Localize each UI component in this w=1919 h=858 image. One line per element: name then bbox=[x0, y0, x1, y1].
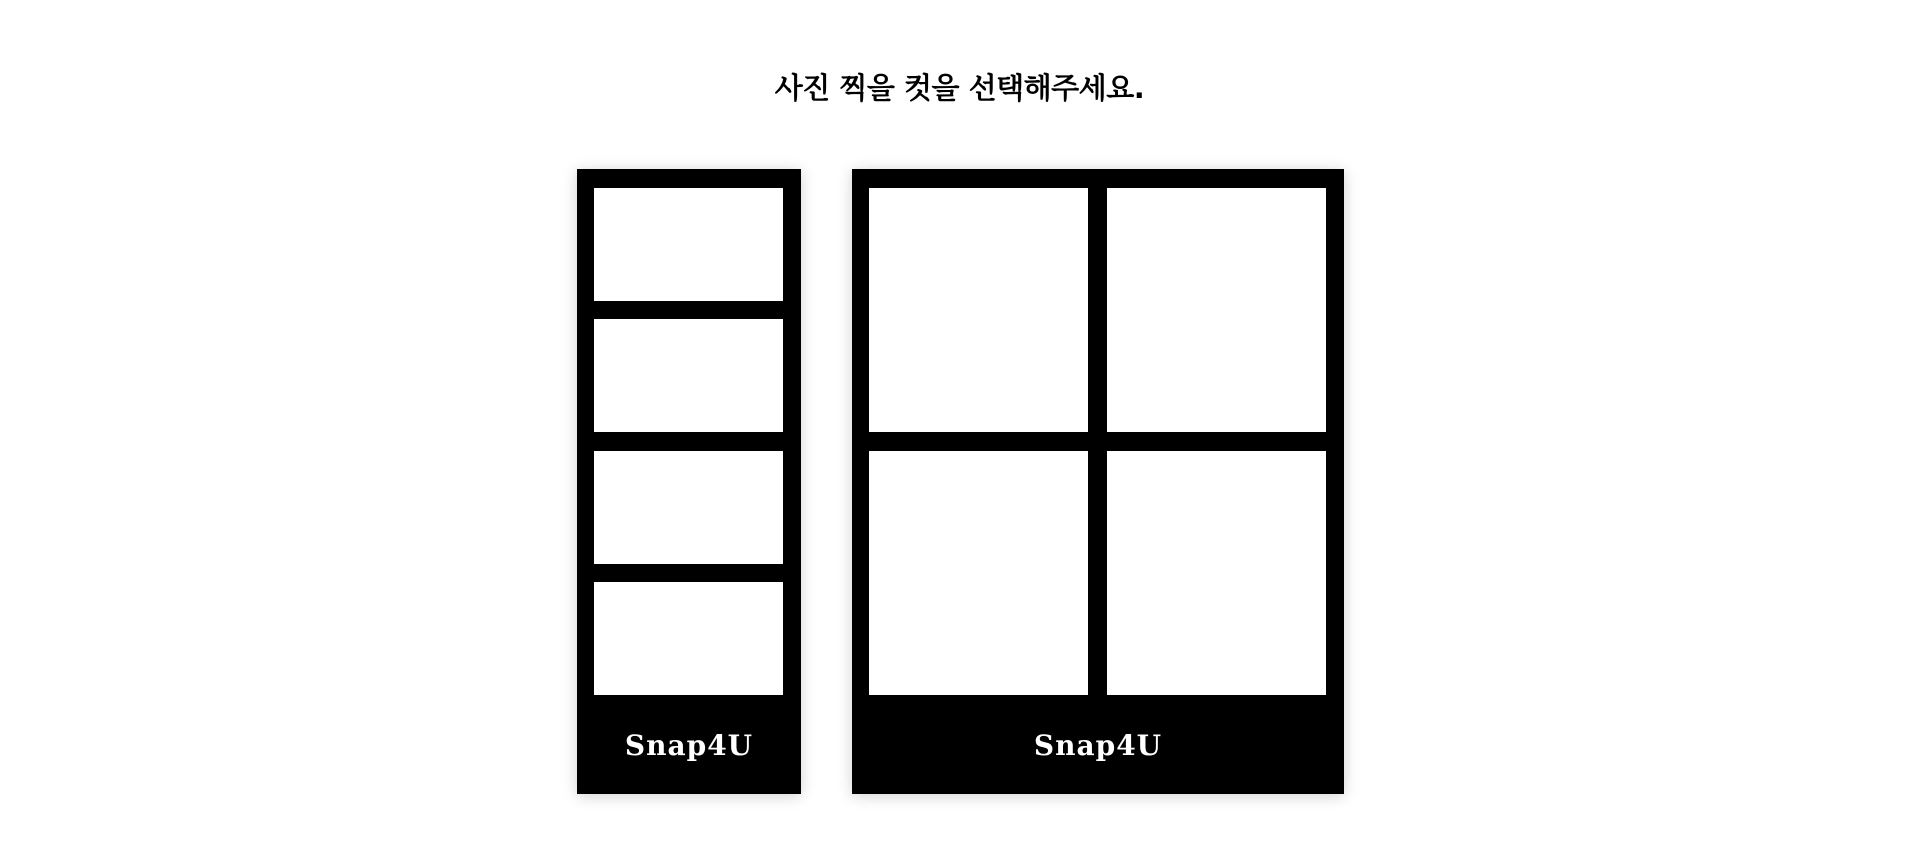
brand-logo: Snap4U bbox=[1033, 729, 1163, 762]
photo-slot bbox=[594, 188, 783, 301]
page-title: 사진 찍을 컷을 선택해주세요. bbox=[774, 71, 1145, 105]
photo-slot bbox=[594, 451, 783, 564]
brand-logo: Snap4U bbox=[624, 729, 754, 762]
photo-slot bbox=[594, 582, 783, 695]
layout-option-grid-2x2[interactable] bbox=[852, 169, 1344, 794]
photo-slot bbox=[1107, 451, 1326, 695]
photo-slot bbox=[869, 451, 1088, 695]
layout-option-vertical-strip[interactable] bbox=[577, 169, 801, 794]
photo-slot bbox=[869, 188, 1088, 432]
photo-slot bbox=[594, 319, 783, 432]
photo-slot bbox=[1107, 188, 1326, 432]
